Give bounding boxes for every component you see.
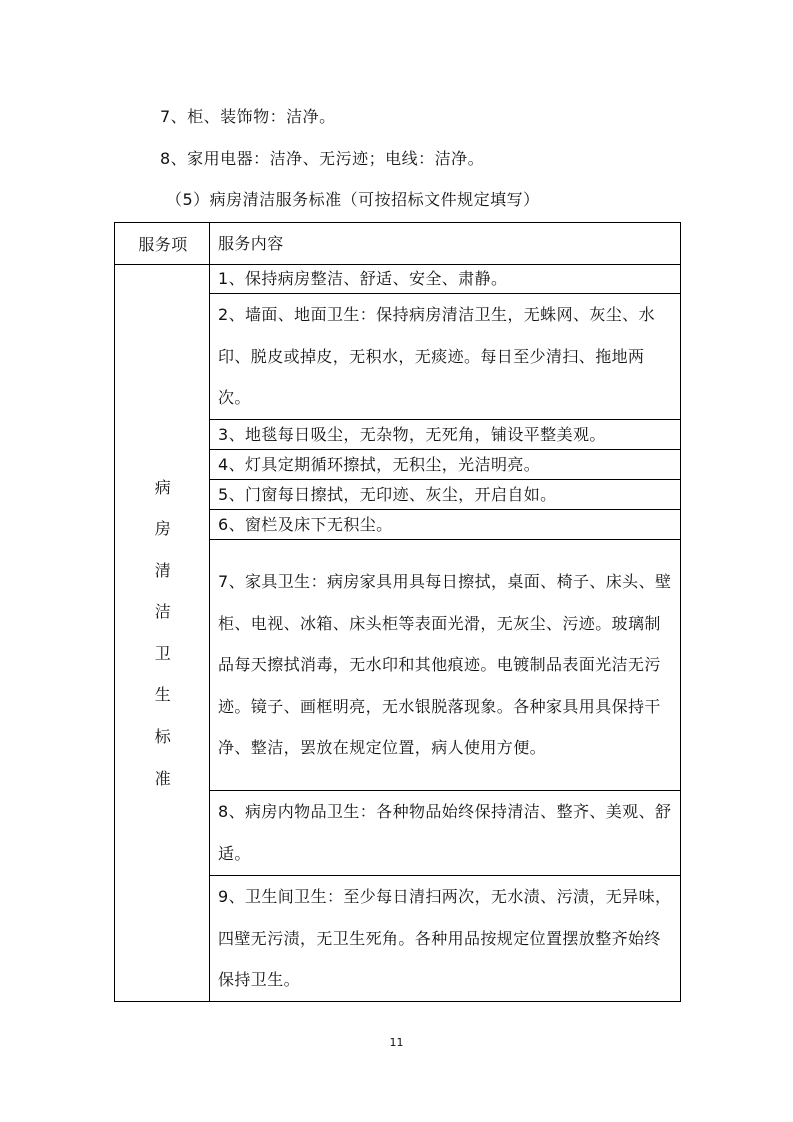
table-cell: 9、卫生间卫生：至少每日清扫两次，无水渍、污渍，无异味，四壁无污渍，无卫生死角。各种用品按规定位置摆放整齐始终保持卫生。 <box>210 876 681 1002</box>
table-header-row <box>115 223 681 265</box>
category-char: 病 <box>154 477 172 497</box>
table-cell: 7、家具卫生：病房家具用具每日擦拭，桌面、椅子、床头、壁柜、电视、冰箱、床头柜等表面光滑，无灰尘、污迹。玻璃制品每天擦拭消毒，无水印和其他痕迹。电镀制品表面光洁无污迹。镜子、画框明亮，无水银脱落现象。各种家具用具保持干净、整洁，罢放在规定位置，病人使用方便。 <box>210 540 681 791</box>
category-char: 卫 <box>154 643 172 663</box>
table-cell: 3、地毯每日吸尘，无杂物，无死角，铺设平整美观。 <box>210 420 681 450</box>
category-char: 房 <box>154 519 172 539</box>
category-char: 准 <box>154 768 172 788</box>
page-number: 11 <box>389 1036 404 1049</box>
table-cell: 4、灯具定期循环擦拭，无积尘，光洁明亮。 <box>210 450 681 480</box>
category-char: 标 <box>154 727 172 747</box>
table-cell: 1、保持病房整洁、舒适、安全、肃静。 <box>210 265 681 294</box>
paragraph-item-8: 8、家用电器：洁净、无污迹；电线：洁净。 <box>160 149 485 168</box>
category-char: 洁 <box>154 602 172 622</box>
category-char: 生 <box>154 685 172 705</box>
table-cell: 2、墙面、地面卫生：保持病房清洁卫生，无蛛网、灰尘、水印、脱皮或掉皮，无积水，无痰迹。每日至少清扫、拖地两次。 <box>210 294 681 420</box>
section-heading: （5）病房清洁服务标准（可按招标文件规定填写） <box>166 190 540 209</box>
category-char: 清 <box>154 560 172 580</box>
category-cell <box>115 265 210 1002</box>
table-row <box>115 265 681 294</box>
paragraph-item-7: 7、柜、装饰物：洁净。 <box>160 107 336 126</box>
table-cell: 8、病房内物品卫生：各种物品始终保持清洁、整齐、美观、舒适。 <box>210 791 681 876</box>
header-service-item: 服务项 <box>115 223 210 265</box>
table-cell: 6、窗栏及床下无积尘。 <box>210 510 681 540</box>
table-cell: 5、门窗每日擦拭，无印迹、灰尘，开启自如。 <box>210 480 681 510</box>
header-service-content: 服务内容 <box>210 223 681 265</box>
cleaning-standard-table <box>114 222 681 1002</box>
